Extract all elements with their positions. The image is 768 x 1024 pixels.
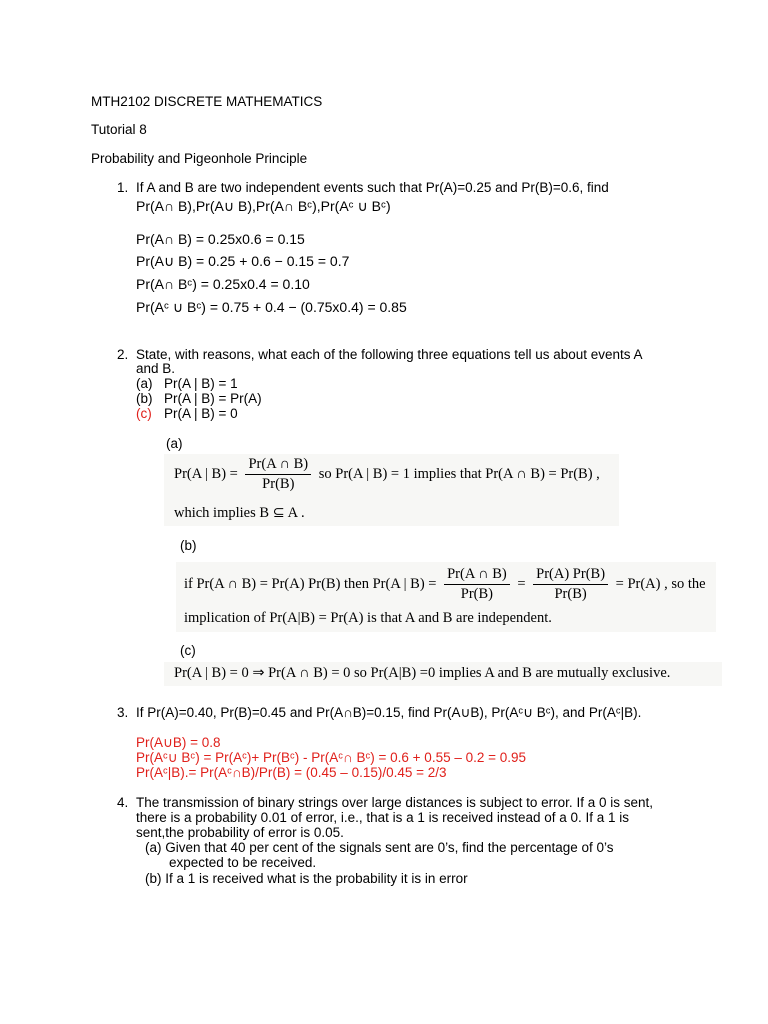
q4-line-3: sent,the probability of error is 0.05.: [136, 825, 344, 840]
q4-part-a-line1: (a) Given that 40 per cent of the signals sent are 0’s, find the percentage of 0’s: [145, 840, 614, 855]
sol-c-text: Pr(A | B) = 0 ⇒ Pr(A ∩ B) = 0 so Pr(A|B) =0 implies A and B are mutually exclusive.: [174, 665, 671, 681]
sol-b-line1: [184, 566, 706, 603]
sol-c-scan: [164, 662, 722, 686]
q2-item-b-label: (b): [136, 391, 153, 406]
sol-b-label: (b): [180, 538, 197, 553]
q2-item-b-eq: Pr(A | B) = Pr(A): [164, 391, 262, 406]
sol-b-den1: Pr(B): [460, 586, 494, 602]
q4-line-2: there is a probability 0.01 of error, i.e., that is a 1 is received instead of a 0. If a 1 is: [136, 810, 630, 825]
sol-a-fraction: [245, 456, 311, 493]
sol-a-lhs: Pr(A | B) =: [174, 465, 238, 482]
sol-b-fraction-1: [444, 566, 510, 603]
q1-answer-1: Pr(A∩ B) = 0.25x0.6 = 0.15: [136, 231, 305, 247]
sol-a-den: Pr(B): [262, 476, 295, 492]
sol-b-post: = Pr(A) , so the: [615, 575, 706, 592]
q1-answer-3: Pr(A∩ Bᶜ) = 0.25x0.4 = 0.10: [136, 276, 310, 292]
q1-text: If A and B are two independent events such that Pr(A)=0.25 and Pr(B)=0.6, find: [136, 180, 609, 195]
q3-answer-2: Pr(Aᶜ∪ Bᶜ) = Pr(Aᶜ)+ Pr(Bᶜ) - Pr(Aᶜ∩ Bᶜ) = 0.6 + 0.55 – 0.2 = 0.95: [136, 750, 527, 765]
sol-b-den2: Pr(B): [554, 586, 587, 602]
q4-line-1: The transmission of binary strings over large distances is subject to error. If a 0 is sent,: [136, 795, 653, 810]
sol-b-scan: [176, 562, 716, 632]
sol-b-pre: if Pr(A ∩ B) = Pr(A) Pr(B) then Pr(A | B) =: [184, 575, 437, 592]
sol-a-label: (a): [166, 436, 183, 451]
q2-number: 2.: [117, 347, 129, 362]
sol-c-label: (c): [180, 643, 196, 658]
q1-find: Pr(A∩ B),Pr(A∪ B),Pr(A∩ Bᶜ),Pr(Aᶜ ∪ Bᶜ): [136, 198, 391, 214]
q4-number: 4.: [117, 795, 129, 810]
topic-title: Probability and Pigeonhole Principle: [91, 151, 308, 166]
q4-part-b: (b) If a 1 is received what is the probability it is in error: [145, 871, 468, 886]
q1-answer-2: Pr(A∪ B) = 0.25 + 0.6 − 0.15 = 0.7: [136, 253, 350, 269]
q3-answer-3: Pr(Aᶜ|B).= Pr(Aᶜ∩B)/Pr(B) = (0.45 – 0.15)/0.45 = 2/3: [136, 765, 447, 780]
q2-text-line2: and B.: [136, 361, 176, 376]
q2-item-a-label: (a): [136, 376, 153, 391]
q1-number: 1.: [117, 180, 129, 195]
sol-a-line2: which implies B ⊆ A .: [174, 505, 305, 521]
sol-b-num1: Pr(A ∩ B): [444, 566, 510, 585]
sol-b-fraction-2: [533, 566, 608, 603]
sol-a-rest: so Pr(A | B) = 1 implies that Pr(A ∩ B) = Pr(B) ,: [318, 465, 600, 482]
q1-answer-4: Pr(Aᶜ ∪ Bᶜ) = 0.75 + 0.4 − (0.75x0.4) = 0.85: [136, 299, 407, 315]
q2-item-c-label: (c): [136, 406, 152, 421]
sol-a-scan: [164, 454, 619, 526]
q2-text-line1: State, with reasons, what each of the following three equations tell us about events A: [136, 347, 643, 362]
tutorial-title: Tutorial 8: [91, 122, 147, 137]
q3-number: 3.: [117, 705, 129, 720]
sol-a-num: Pr(A ∩ B): [245, 456, 311, 475]
q3-text: If Pr(A)=0.40, Pr(B)=0.45 and Pr(A∩B)=0.15, find Pr(A∪B), Pr(Aᶜ∪ Bᶜ), and Pr(Aᶜ|B).: [136, 705, 642, 720]
sol-a-line1: [174, 456, 600, 493]
sol-b-eq: =: [517, 575, 526, 592]
q2-item-a-eq: Pr(A | B) = 1: [164, 376, 238, 391]
course-title: MTH2102 DISCRETE MATHEMATICS: [91, 94, 323, 109]
q3-answer-1: Pr(A∪B) = 0.8: [136, 735, 221, 750]
q4-part-a-line2: expected to be received.: [169, 855, 317, 870]
q2-item-c-eq: Pr(A | B) = 0: [164, 406, 238, 421]
sol-b-num2: Pr(A) Pr(B): [533, 566, 608, 585]
sol-b-line2: implication of Pr(A|B) = Pr(A) is that A and B are independent.: [184, 610, 552, 626]
